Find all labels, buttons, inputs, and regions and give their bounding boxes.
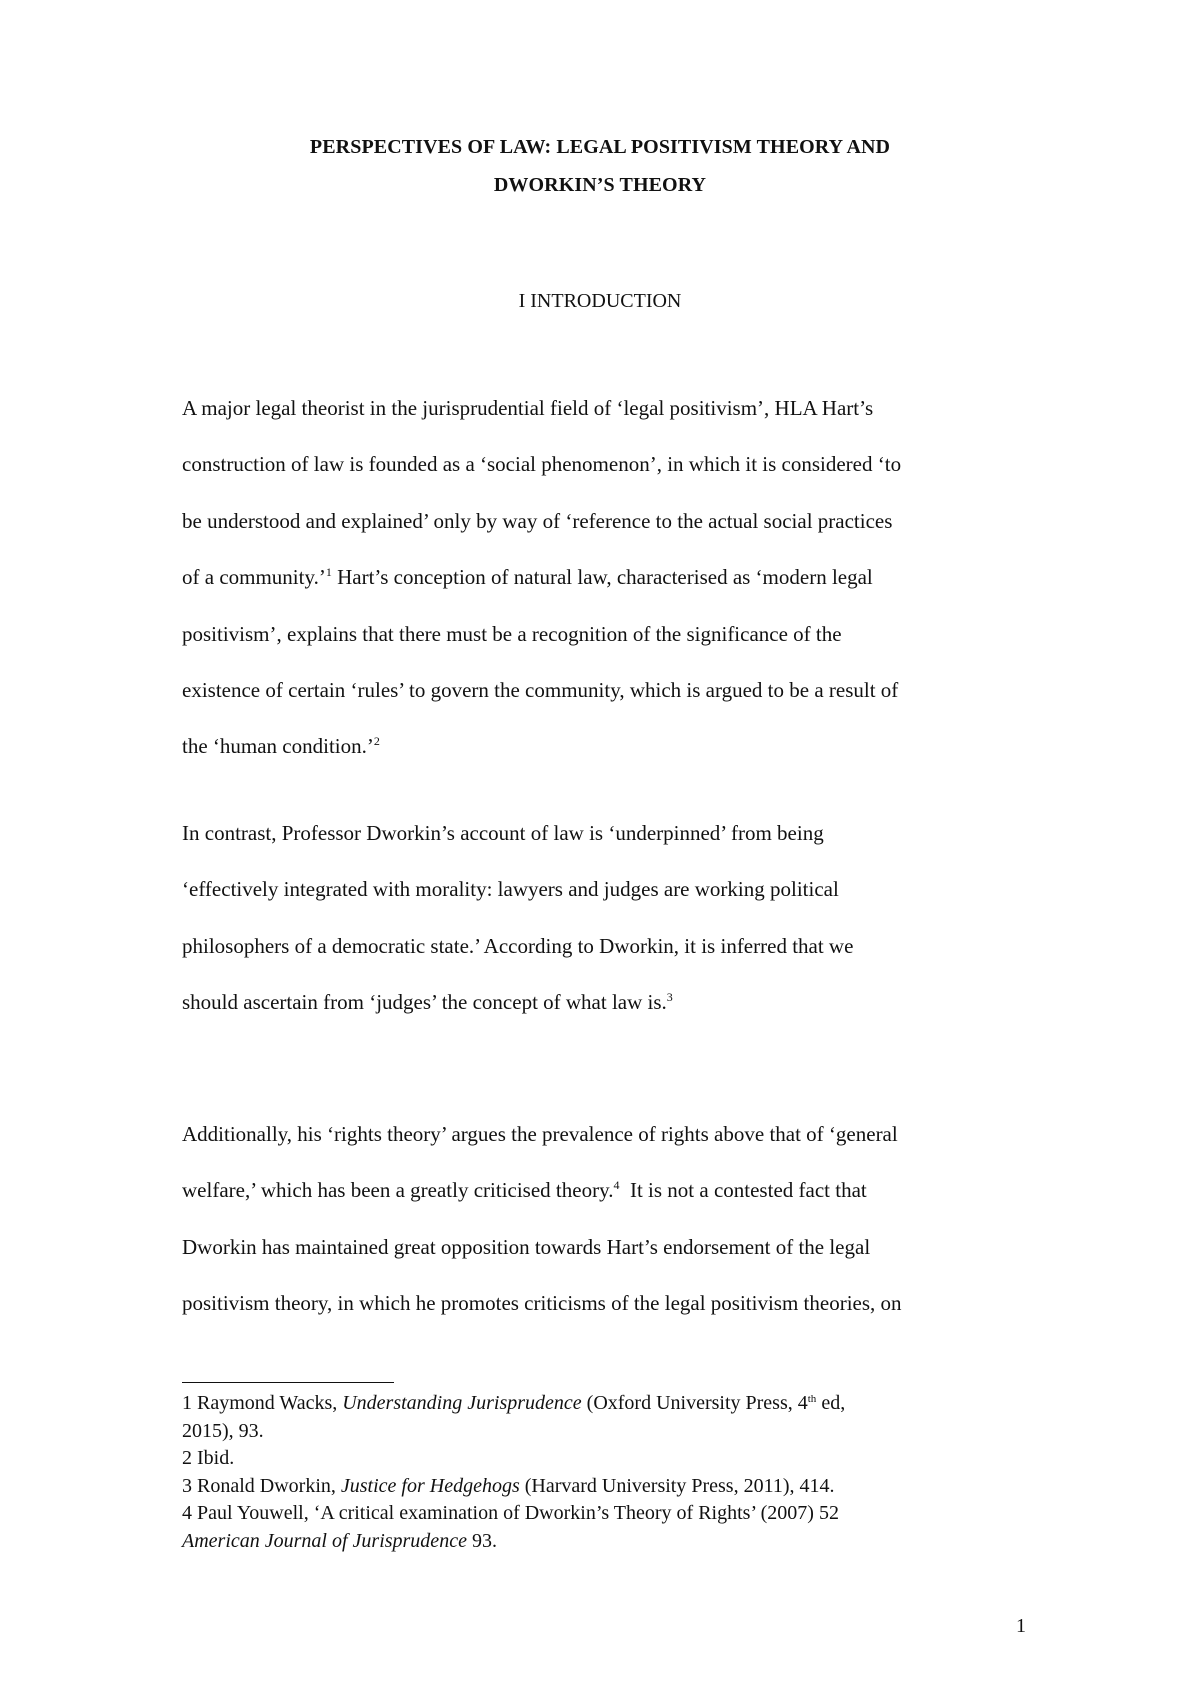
text-span: should ascertain from ‘judges’ the concept of what law is. <box>182 990 667 1015</box>
text-span: ed, <box>816 1392 846 1414</box>
document-title-line-2: DWORKIN’S THEORY <box>493 174 707 196</box>
footnote-1-continuation: 2015), 93. <box>182 1419 264 1442</box>
text-span: (Harvard University Press, 2011), 414. <box>519 1474 835 1497</box>
text-span: the ‘human condition.’ <box>182 734 374 759</box>
paragraph-2 <box>182 805 1042 1031</box>
paragraph-line <box>182 549 1042 605</box>
footnote-separator <box>182 1382 394 1383</box>
text-span: of a community.’ <box>182 565 326 590</box>
text-span: (Oxford University Press, 4 <box>581 1392 808 1414</box>
paragraph-line: construction of law is founded as a ‘social phenomenon’, in which it is considered ‘to <box>182 452 902 477</box>
footnote-4-continuation <box>182 1528 1042 1556</box>
paragraph-line: philosophers of a democratic state.’ According to Dworkin, it is inferred that we <box>182 933 854 958</box>
paragraph-3 <box>182 1106 1042 1332</box>
footnote-ref-2: 2 <box>373 734 380 749</box>
paragraph-line: A major legal theorist in the jurisprudential field of ‘legal positivism’, HLA Hart’s <box>182 396 874 420</box>
paragraph-line: Dworkin has maintained great opposition towards Hart’s endorsement of the legal <box>182 1234 871 1259</box>
superscript: th <box>807 1393 817 1405</box>
paragraph-line: positivism theory, in which he promotes criticisms of the legal positivism theories, on <box>182 1291 902 1316</box>
text-span: It is not a contested fact that <box>619 1178 867 1203</box>
footnote-4: 4 Paul Youwell, ‘A critical examination of Dworkin’s Theory of Rights’ (2007) 52 <box>182 1502 839 1525</box>
book-title: Understanding Jurisprudence <box>342 1392 582 1414</box>
book-title: Justice for Hedgehogs <box>340 1474 520 1497</box>
paragraph-line: ‘effectively integrated with morality: lawyers and judges are working political <box>182 877 839 902</box>
footnote-3 <box>182 1473 1042 1501</box>
text-span: 1 Raymond Wacks, <box>182 1392 343 1414</box>
footnote-ref-3: 3 <box>666 990 673 1005</box>
paragraph-line: Additionally, his ‘rights theory’ argues the prevalence of rights above that of ‘general <box>182 1122 898 1146</box>
document-title-line-1: PERSPECTIVES OF LAW: LEGAL POSITIVISM THEORY AND <box>309 136 891 158</box>
text-span: 93. <box>466 1529 497 1552</box>
paragraph-line <box>182 974 1042 1030</box>
journal-title: American Journal of Jurisprudence <box>182 1529 467 1552</box>
text-span: welfare,’ which has been a greatly criticised theory. <box>182 1178 614 1203</box>
text-span: 3 Ronald Dworkin, <box>182 1474 341 1497</box>
section-heading: I INTRODUCTION <box>518 290 682 312</box>
paragraph-line <box>182 1162 1042 1218</box>
footnotes <box>182 1390 1042 1556</box>
footnote-1 <box>182 1390 1042 1418</box>
footnote-ref-4: 4 <box>613 1178 620 1193</box>
footnote-2: 2 Ibid. <box>182 1447 235 1470</box>
paragraph-line <box>182 718 1042 774</box>
text-span: Hart’s conception of natural law, characterised as ‘modern legal <box>331 565 873 590</box>
page-number: 1 <box>1016 1615 1026 1637</box>
paragraph-line: In contrast, Professor Dworkin’s account of law is ‘underpinned’ from being <box>182 821 824 845</box>
paragraph-line: existence of certain ‘rules’ to govern the community, which is argued to be a result of <box>182 677 899 702</box>
paragraph-line: be understood and explained’ only by way of ‘reference to the actual social practices <box>182 508 893 533</box>
paragraph-line: positivism’, explains that there must be a recognition of the significance of the <box>182 621 842 646</box>
paragraph-1 <box>182 380 1042 775</box>
footnote-ref-1: 1 <box>325 565 332 580</box>
